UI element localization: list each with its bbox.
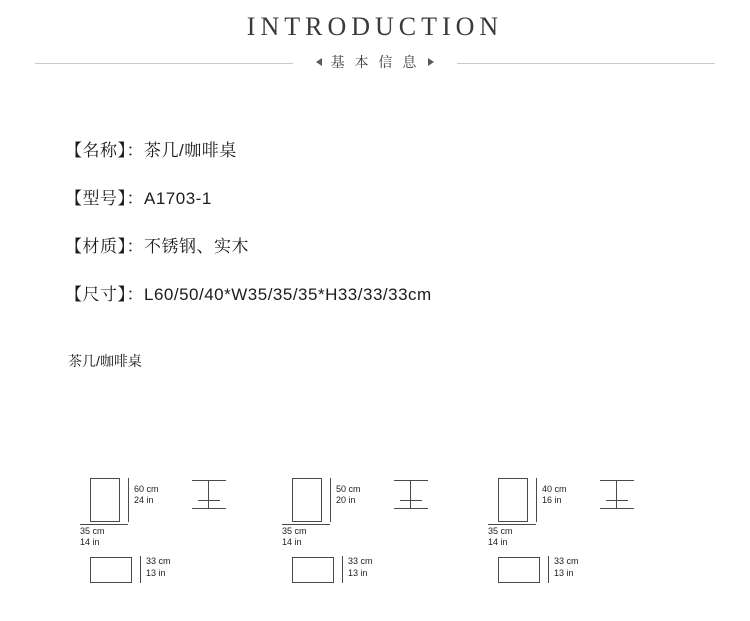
table-top-outline — [498, 478, 528, 522]
width-dimension — [78, 524, 148, 549]
dimension-tick — [548, 556, 549, 583]
height-dimension — [548, 555, 618, 587]
table-icon-leg — [410, 481, 411, 508]
spec-value: A1703-1 — [144, 188, 212, 208]
width-cm: 35 cm — [80, 526, 105, 536]
table-icon-mid — [400, 500, 422, 501]
length-cm: 40 cm — [542, 484, 567, 494]
length-in: 20 in — [336, 495, 356, 506]
width-in: 14 in — [488, 537, 508, 548]
table-icon-mid — [606, 500, 628, 501]
width-dimension — [486, 524, 556, 549]
length-label — [336, 484, 361, 507]
table-icon-mid — [198, 500, 220, 501]
height-dimension — [140, 555, 210, 587]
table-icon-base — [192, 508, 226, 509]
page-title: INTRODUCTION — [246, 12, 504, 41]
length-in: 24 in — [134, 495, 154, 506]
table-side-outline — [292, 557, 334, 583]
height-label — [146, 556, 171, 579]
product-name: 茶几/咖啡桌 — [68, 352, 142, 369]
height-in: 13 in — [146, 567, 166, 578]
height-cm: 33 cm — [146, 556, 171, 566]
length-cm: 50 cm — [336, 484, 361, 494]
header-rule — [0, 52, 750, 74]
width-label — [488, 526, 556, 549]
dimension-tick — [536, 478, 537, 522]
height-cm: 33 cm — [348, 556, 373, 566]
table-top-outline — [90, 478, 120, 522]
length-dimension — [128, 476, 188, 524]
width-cm: 35 cm — [282, 526, 307, 536]
width-cm: 35 cm — [488, 526, 513, 536]
spec-row — [65, 184, 750, 209]
dimension-tick — [140, 556, 141, 583]
spec-label: 【名称】： — [65, 140, 144, 160]
width-label — [80, 526, 148, 549]
spec-label: 【尺寸】： — [65, 284, 144, 304]
spec-row — [65, 280, 750, 305]
table-icon-leg — [616, 481, 617, 508]
table-side-outline — [90, 557, 132, 583]
width-in: 14 in — [80, 537, 100, 548]
table-icon — [394, 480, 428, 481]
length-in: 16 in — [542, 495, 562, 506]
spec-row — [65, 232, 750, 257]
spec-label: 【型号】： — [65, 188, 144, 208]
height-cm: 33 cm — [554, 556, 579, 566]
dimension-tick — [330, 478, 331, 522]
dimension-line — [282, 524, 330, 525]
width-in: 14 in — [282, 537, 302, 548]
height-label — [348, 556, 373, 579]
table-icon-base — [600, 508, 634, 509]
arrow-right-icon — [316, 58, 322, 66]
arrow-left-icon — [428, 58, 434, 66]
spec-value: 不锈钢、实木 — [144, 236, 249, 256]
table-top-outline — [292, 478, 322, 522]
page-header — [0, 0, 750, 74]
table-icon-top — [394, 480, 428, 481]
length-cm: 60 cm — [134, 484, 159, 494]
height-dimension — [342, 555, 412, 587]
dimension-line — [488, 524, 536, 525]
height-in: 13 in — [554, 567, 574, 578]
height-in: 13 in — [348, 567, 368, 578]
table-icon-base — [394, 508, 428, 509]
dimension-diagram — [478, 468, 678, 608]
height-label — [554, 556, 579, 579]
spec-value: L60/50/40*W35/35/35*H33/33/33cm — [144, 284, 432, 304]
dimension-diagram — [70, 468, 270, 608]
table-icon-leg — [208, 481, 209, 508]
spec-list — [0, 136, 750, 305]
table-side-outline — [498, 557, 540, 583]
length-label — [134, 484, 159, 507]
dimension-diagrams — [0, 468, 750, 608]
table-icon — [600, 480, 634, 481]
length-dimension — [536, 476, 596, 524]
spec-label: 【材质】： — [65, 236, 144, 256]
header-subtitle: 基 本 信 息 — [330, 53, 420, 70]
spec-row — [65, 136, 750, 161]
dimension-tick — [342, 556, 343, 583]
width-label — [282, 526, 350, 549]
dimension-diagram — [272, 468, 472, 608]
length-label — [542, 484, 567, 507]
spec-value: 茶几/咖啡桌 — [144, 140, 237, 160]
dimension-line — [80, 524, 128, 525]
length-dimension — [330, 476, 390, 524]
table-icon-top — [600, 480, 634, 481]
table-icon-top — [192, 480, 226, 481]
header-subtitle-group — [0, 52, 750, 72]
dimension-tick — [128, 478, 129, 522]
width-dimension — [280, 524, 350, 549]
table-icon — [192, 480, 226, 481]
